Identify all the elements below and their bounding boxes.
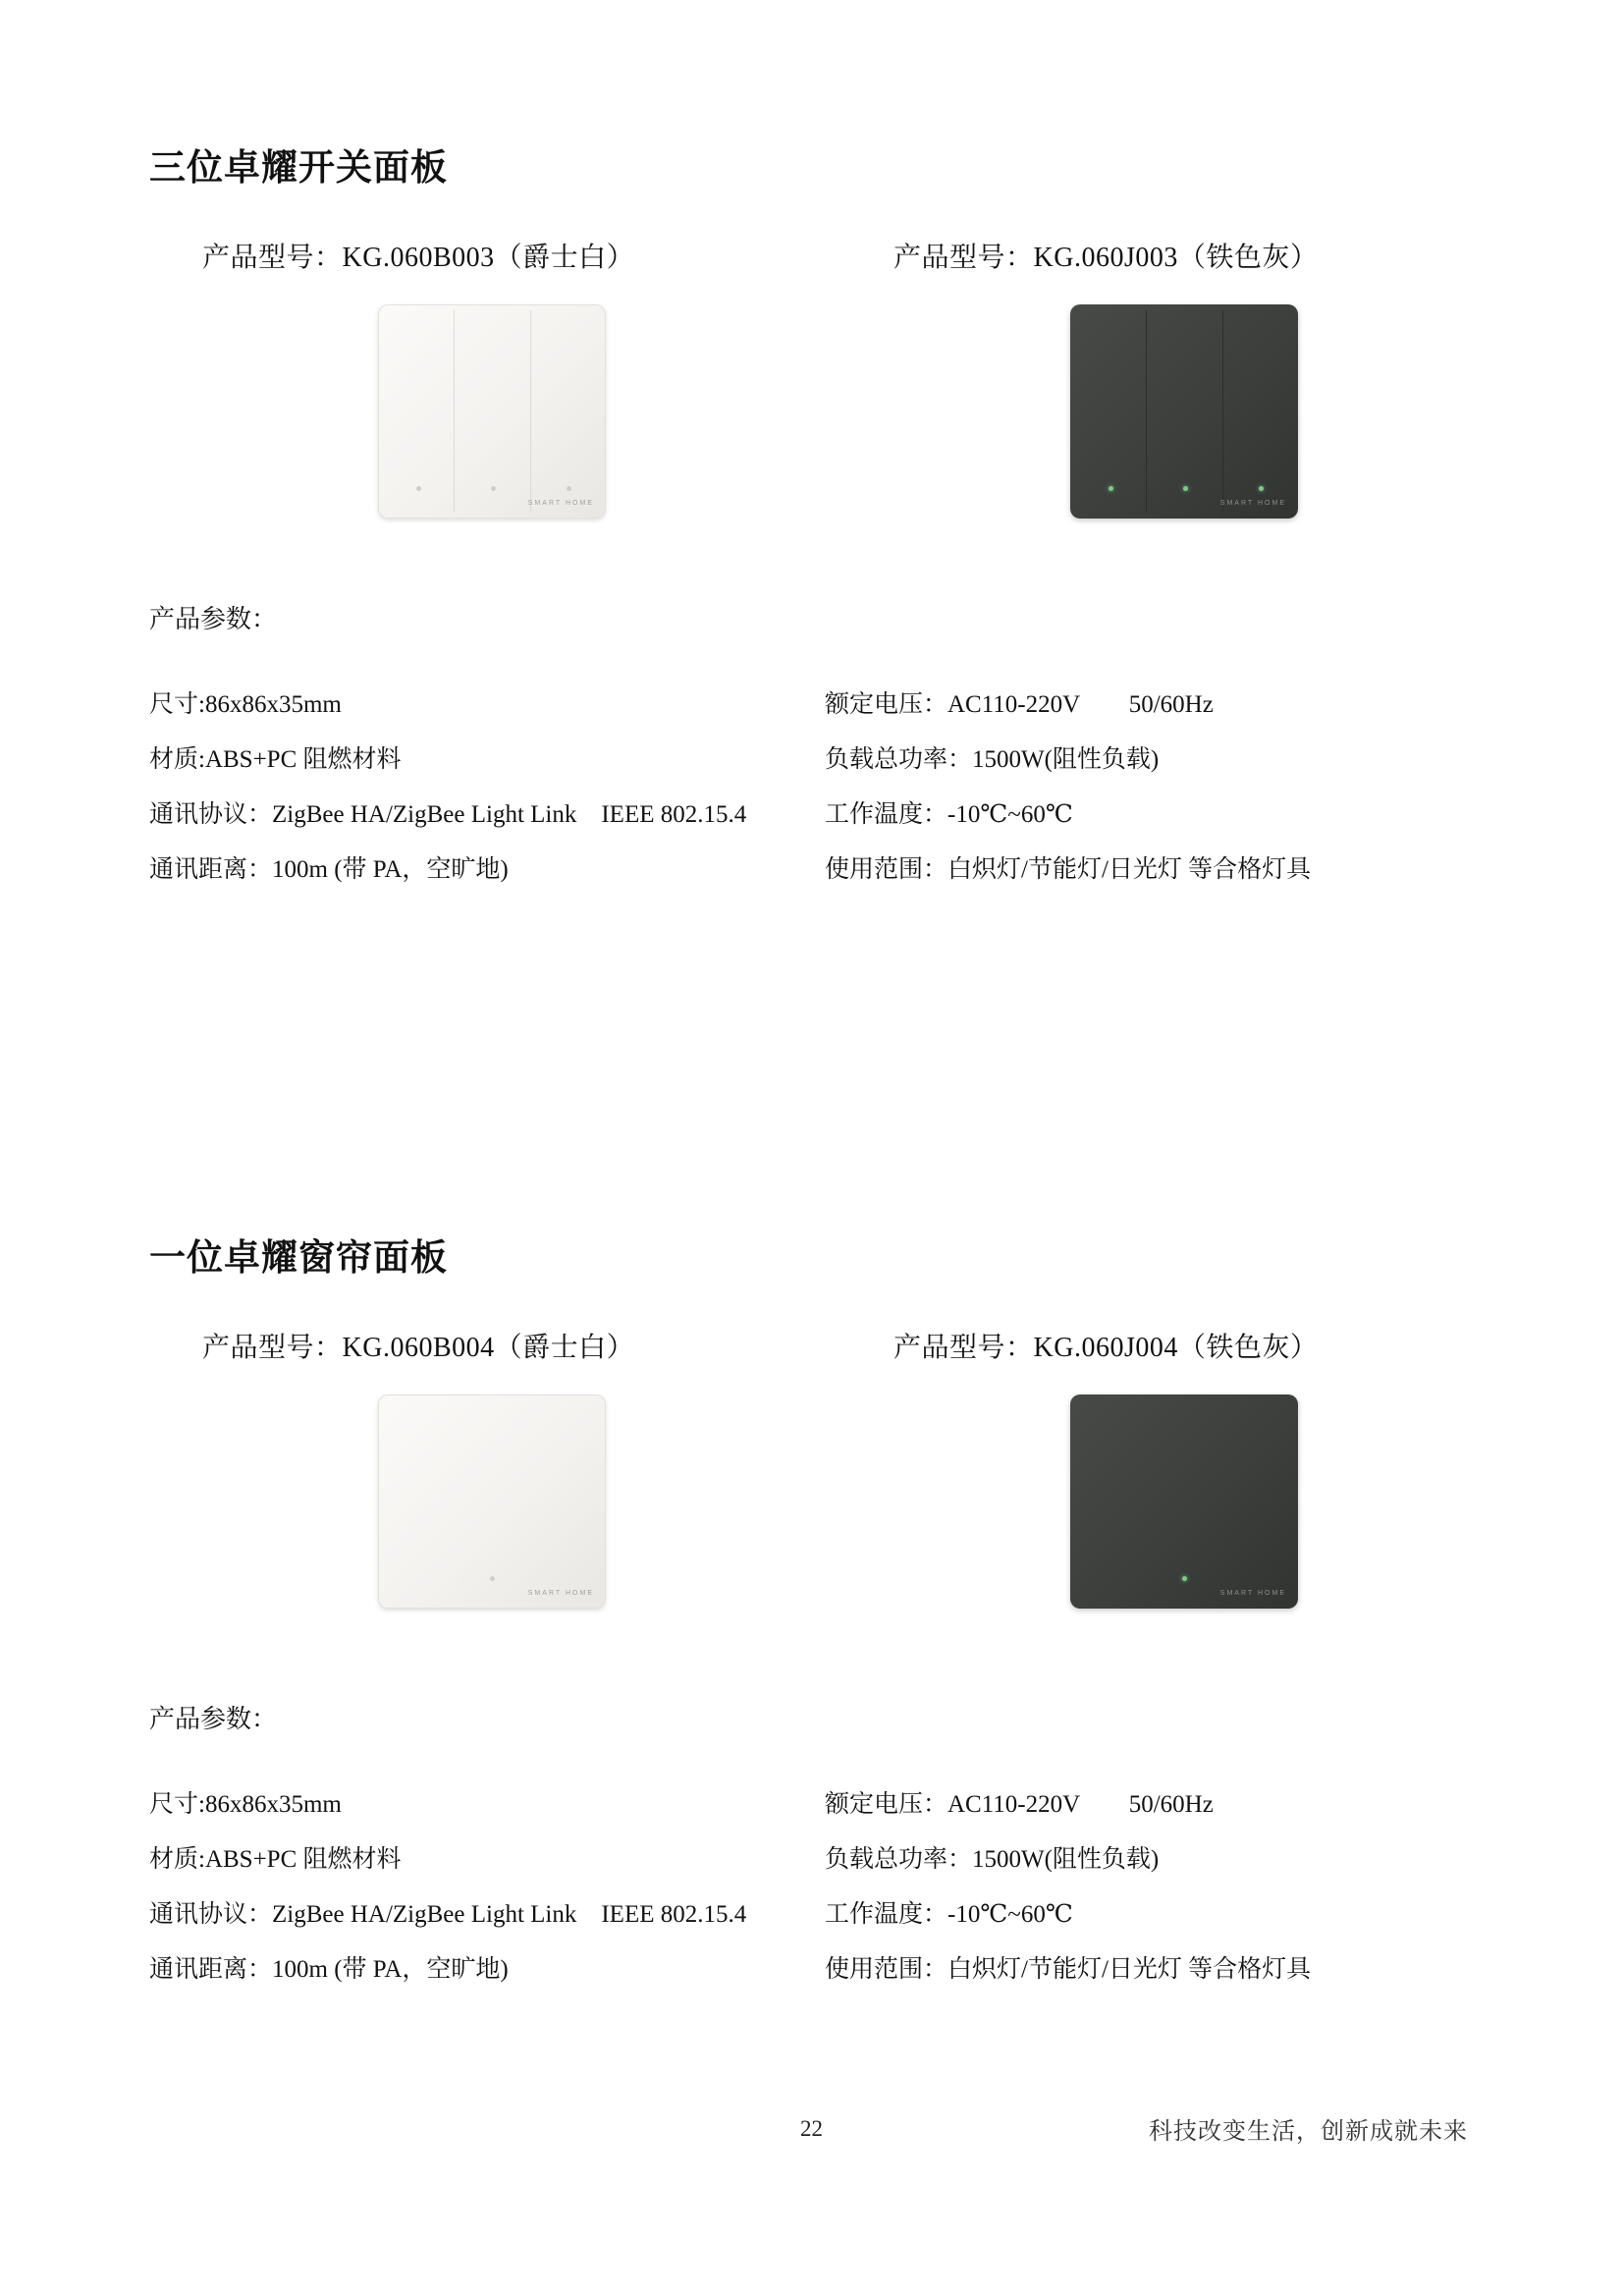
spec-line: 尺寸:86x86x35mm bbox=[149, 1791, 342, 1818]
page-number: 22 bbox=[800, 2116, 823, 2141]
spec-line: 使用范围：白炽灯/节能灯/日光灯 等合格灯具 bbox=[825, 856, 1312, 883]
spec-line: 负载总功率：1500W(阻性负载) bbox=[825, 746, 1160, 773]
section-one-gang-curtain bbox=[0, 1228, 1623, 1983]
model-row bbox=[0, 1326, 1623, 1369]
section-title: 三位卓耀开关面板 bbox=[149, 147, 448, 188]
spec-column-left bbox=[149, 1777, 746, 1997]
spec-line: 工作温度：-10℃~60℃ bbox=[825, 1901, 1073, 1928]
params-heading: 产品参数： bbox=[149, 1705, 278, 1733]
panel-seam bbox=[1146, 310, 1147, 513]
params-heading: 产品参数： bbox=[149, 605, 278, 633]
section-three-gang-switch bbox=[0, 137, 1623, 883]
spec-column-right bbox=[825, 1777, 1311, 1997]
spec-line: 通讯距离：100m (带 PA，空旷地) bbox=[149, 1956, 509, 1983]
spec-line: 通讯协议：ZigBee HA/ZigBee Light Link IEEE 802.15.4 bbox=[149, 801, 747, 828]
indicator-led bbox=[1259, 486, 1264, 491]
section-title: 一位卓耀窗帘面板 bbox=[149, 1237, 448, 1278]
spec-line: 额定电压：AC110-220V 50/60Hz bbox=[825, 691, 1214, 718]
footer-slogan: 科技改变生活，创新成就未来 bbox=[1149, 2118, 1468, 2145]
spec-line: 通讯协议：ZigBee HA/ZigBee Light Link IEEE 802.15.4 bbox=[149, 1901, 747, 1928]
spec-line: 使用范围：白炽灯/节能灯/日光灯 等合格灯具 bbox=[825, 1956, 1312, 1983]
model-label-gray: 产品型号：KG.060J004（铁色灰） bbox=[893, 1333, 1319, 1363]
model-row bbox=[0, 236, 1623, 279]
model-label-white: 产品型号：KG.060B003（爵士白） bbox=[202, 243, 635, 273]
indicator-led bbox=[1109, 486, 1113, 491]
product-image-gray-switch bbox=[1070, 304, 1298, 519]
brand-mark: SMART HOME bbox=[527, 1590, 594, 1597]
spec-line: 材质:ABS+PC 阻燃材料 bbox=[149, 1846, 402, 1873]
spec-line: 尺寸:86x86x35mm bbox=[149, 691, 342, 718]
product-images-row bbox=[0, 1379, 1623, 1644]
spec-column-left bbox=[149, 678, 746, 898]
panel-seam bbox=[1222, 310, 1223, 513]
product-image-gray-curtain bbox=[1070, 1394, 1298, 1609]
indicator-led bbox=[491, 486, 496, 491]
indicator-led bbox=[1183, 486, 1188, 491]
spec-line: 额定电压：AC110-220V 50/60Hz bbox=[825, 1791, 1214, 1818]
product-image-white-switch bbox=[378, 304, 606, 519]
model-label-white: 产品型号：KG.060B004（爵士白） bbox=[202, 1333, 635, 1363]
panel-seam bbox=[454, 310, 455, 513]
spec-line: 材质:ABS+PC 阻燃材料 bbox=[149, 746, 402, 773]
indicator-led bbox=[1182, 1576, 1187, 1581]
indicator-led bbox=[567, 486, 571, 491]
brand-mark: SMART HOME bbox=[1219, 1590, 1286, 1597]
indicator-led bbox=[490, 1576, 495, 1581]
panel-seam bbox=[530, 310, 531, 513]
spec-line: 负载总功率：1500W(阻性负载) bbox=[825, 1846, 1160, 1873]
spec-line: 通讯距离：100m (带 PA，空旷地) bbox=[149, 856, 509, 883]
brand-mark: SMART HOME bbox=[527, 500, 594, 507]
model-label-gray: 产品型号：KG.060J003（铁色灰） bbox=[893, 243, 1319, 273]
spec-column-right bbox=[825, 678, 1311, 898]
brand-mark: SMART HOME bbox=[1219, 500, 1286, 507]
product-image-white-curtain bbox=[378, 1394, 606, 1609]
product-images-row bbox=[0, 289, 1623, 554]
indicator-led bbox=[416, 486, 421, 491]
spec-line: 工作温度：-10℃~60℃ bbox=[825, 801, 1073, 828]
